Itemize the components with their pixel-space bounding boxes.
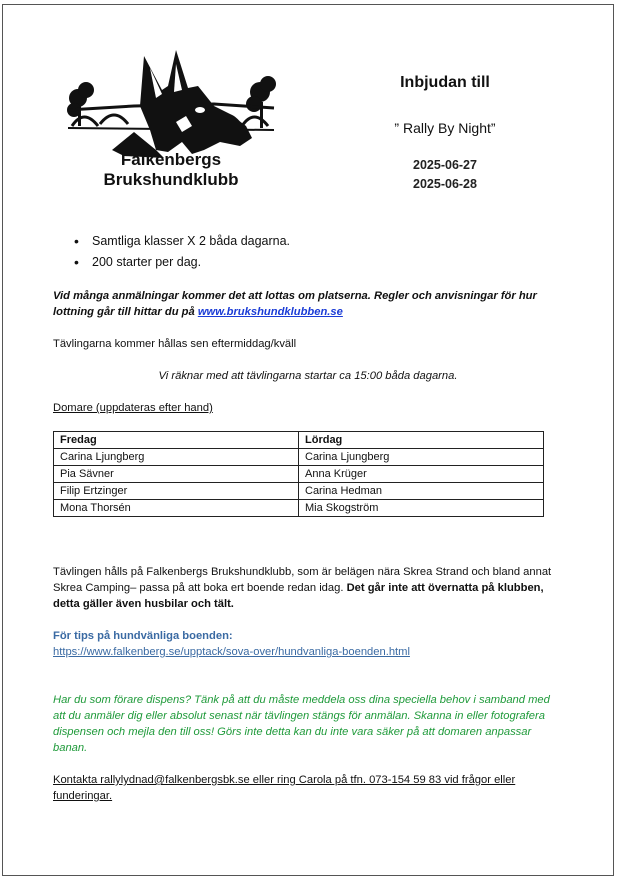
tips-heading: För tips på hundvänliga boenden: — [53, 630, 233, 642]
list-item: • Samtliga klasser X 2 båda dagarna. — [74, 234, 290, 255]
judge-cell: Mia Skogström — [299, 500, 544, 517]
judges-heading: Domare (uppdateras efter hand) — [53, 402, 213, 414]
lottery-paragraph — [53, 288, 563, 320]
brukshundklubben-link[interactable]: www.brukshundklubben.se — [197, 306, 343, 318]
table-row — [54, 500, 544, 517]
column-header-friday: Fredag — [54, 432, 299, 449]
dispens-paragraph: Har du som förare dispens? Tänk på att du måste meddela oss dina speciella behov i samband med att du anmäler dig eller absolut senast när tävlingen stängs för anmälan. Skanna in eller fotografera dispensen och mejla den till oss! Görs inte detta kan du inte vara säker på att domaren anpassar banan. — [53, 694, 550, 754]
logo-text-line1: Falkenbergs — [120, 150, 222, 169]
column-header-saturday: Lördag — [299, 432, 544, 449]
judge-cell: Filip Ertzinger — [54, 483, 299, 500]
venue-text: Tävlingen hålls på Falkenbergs Brukshundklubb, som är belägen nära Skrea Strand och bland annat Skrea Camping– passa på att boka ert boende redan idag. — [53, 566, 552, 594]
event-date-2: 2025-06-28 — [413, 177, 477, 191]
judges-table — [53, 431, 544, 517]
start-time-note: Vi räknar med att tävlingarna startar ca 15:00 båda dagarna. — [158, 370, 458, 382]
lottery-text: Vid många anmälningar kommer det att lottas om platserna. Regler och anvisningar för hur lottning går till hittar du på — [53, 290, 537, 318]
logo-text-line2: Brukshundklubb — [103, 170, 239, 189]
invitation-heading: Inbjudan till — [400, 74, 490, 91]
contact-paragraph: Kontakta rallylydnad@falkenbergsbk.se eller ring Carola på tfn. 073-154 59 83 vid frågor eller funderingar. — [53, 774, 516, 802]
judge-cell: Pia Sävner — [54, 466, 299, 483]
judge-cell: Mona Thorsén — [54, 500, 299, 517]
event-title: ” Rally By Night” — [394, 120, 496, 136]
table-row — [54, 449, 544, 466]
table-row — [54, 466, 544, 483]
judge-cell: Carina Hedman — [299, 483, 544, 500]
list-item: • 200 starter per dag. — [74, 255, 290, 276]
judge-cell: Carina Ljungberg — [54, 449, 299, 466]
info-bullet-list — [74, 234, 290, 276]
judge-cell: Carina Ljungberg — [299, 449, 544, 466]
judge-cell: Anna Krüger — [299, 466, 544, 483]
table-header-row — [54, 432, 544, 449]
table-row — [54, 483, 544, 500]
accommodation-link[interactable]: https://www.falkenberg.se/upptack/sova-over/hundvanliga-boenden.html — [53, 646, 410, 658]
venue-paragraph — [53, 564, 563, 612]
event-date-1: 2025-06-27 — [413, 158, 477, 172]
venue-no-overnight: Det går inte att övernatta på klubben, detta gäller även husbilar och tält. — [53, 582, 544, 610]
afternoon-note: Tävlingarna kommer hållas sen eftermiddag/kväll — [53, 338, 297, 350]
